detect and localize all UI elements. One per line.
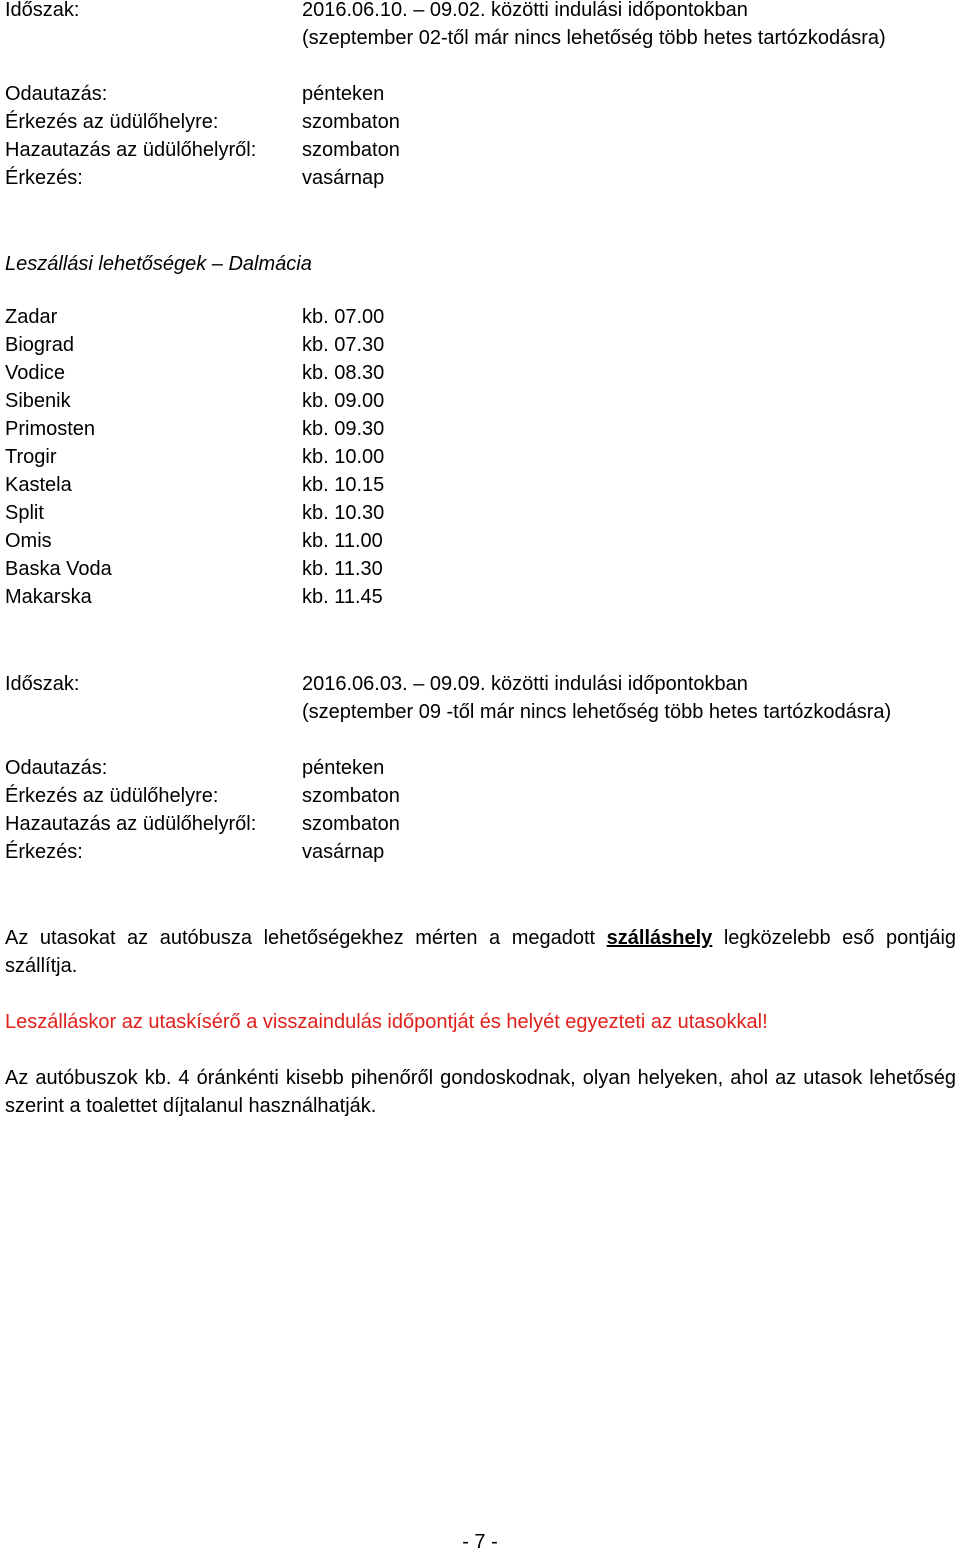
schedule-label: Odautazás: (5, 83, 108, 105)
stop-time: kb. 09.30 (302, 418, 385, 440)
accommodation-term: szálláshely (606, 927, 713, 949)
page-number: - 7 - (462, 1531, 498, 1553)
schedule-value: vasárnap (302, 841, 385, 863)
schedule-value: szombaton (302, 139, 400, 161)
stop-city: Makarska (5, 586, 92, 608)
schedule-value: szombaton (302, 111, 400, 133)
period1-schedule (0, 80, 960, 196)
schedule-value: szombaton (302, 785, 400, 807)
period2-label: Időszak: (5, 673, 80, 695)
period1-label: Időszak: (5, 0, 80, 21)
stop-time: kb. 11.00 (302, 530, 383, 552)
schedule-value: szombaton (302, 813, 400, 835)
drop-off-warning: Leszálláskor az utaskísérő a visszaindulás időpontját és helyét egyezteti az utasokkal! (5, 1011, 768, 1033)
stop-city: Trogir (5, 446, 57, 468)
period2-schedule (0, 754, 960, 870)
stop-time: kb. 08.30 (302, 362, 385, 384)
transport-note-before: Az utasokat az autóbusza lehetőségekhez mérten a megadott (5, 927, 596, 949)
stop-city: Sibenik (5, 390, 71, 412)
stops-list (0, 303, 960, 615)
period2-block (0, 670, 960, 730)
rest-stop-note: Az autóbuszok kb. 4 óránkénti kisebb pihenőről gondoskodnak, olyan helyeken, ahol az utasok lehetőség szerint a toalettet díjtalanul használhatják. (5, 1067, 956, 1117)
stop-time: kb. 11.45 (302, 586, 383, 608)
stop-city: Baska Voda (5, 558, 112, 580)
stop-time: kb. 09.00 (302, 390, 385, 412)
period2-line1: 2016.06.03. – 09.09. közötti indulási időpontokban (302, 673, 748, 695)
schedule-value: pénteken (302, 757, 385, 779)
stop-city: Split (5, 502, 44, 524)
schedule-value: vasárnap (302, 167, 385, 189)
schedule-label: Érkezés az üdülőhelyre: (5, 785, 219, 807)
period1-line1: 2016.06.10. – 09.02. közötti indulási időpontokban (302, 0, 748, 21)
stops-title: Leszállási lehetőségek – Dalmácia (5, 253, 312, 275)
period1-block (0, 0, 960, 56)
schedule-label: Hazautazás az üdülőhelyről: (5, 813, 257, 835)
schedule-label: Érkezés: (5, 841, 83, 863)
schedule-label: Hazautazás az üdülőhelyről: (5, 139, 257, 161)
transport-note-after: legközelebb eső pontjáig szállítja. (5, 927, 957, 977)
stop-city: Zadar (5, 306, 58, 328)
stop-time: kb. 07.30 (302, 334, 385, 356)
transport-note (5, 924, 956, 980)
stop-time: kb. 07.00 (302, 306, 385, 328)
stop-city: Kastela (5, 474, 72, 496)
schedule-label: Odautazás: (5, 757, 108, 779)
stop-city: Biograd (5, 334, 74, 356)
stop-time: kb. 10.30 (302, 502, 385, 524)
schedule-label: Érkezés: (5, 167, 83, 189)
schedule-label: Érkezés az üdülőhelyre: (5, 111, 219, 133)
period1-line2: (szeptember 02-től már nincs lehetőség több hetes tartózkodásra) (302, 27, 886, 49)
schedule-value: pénteken (302, 83, 385, 105)
stop-city: Omis (5, 530, 52, 552)
stop-time: kb. 10.15 (302, 474, 385, 496)
stop-city: Primosten (5, 418, 96, 440)
period2-line2: (szeptember 09 -től már nincs lehetőség több hetes tartózkodásra) (302, 701, 892, 723)
stop-time: kb. 10.00 (302, 446, 385, 468)
stop-city: Vodice (5, 362, 66, 384)
stop-time: kb. 11.30 (302, 558, 383, 580)
